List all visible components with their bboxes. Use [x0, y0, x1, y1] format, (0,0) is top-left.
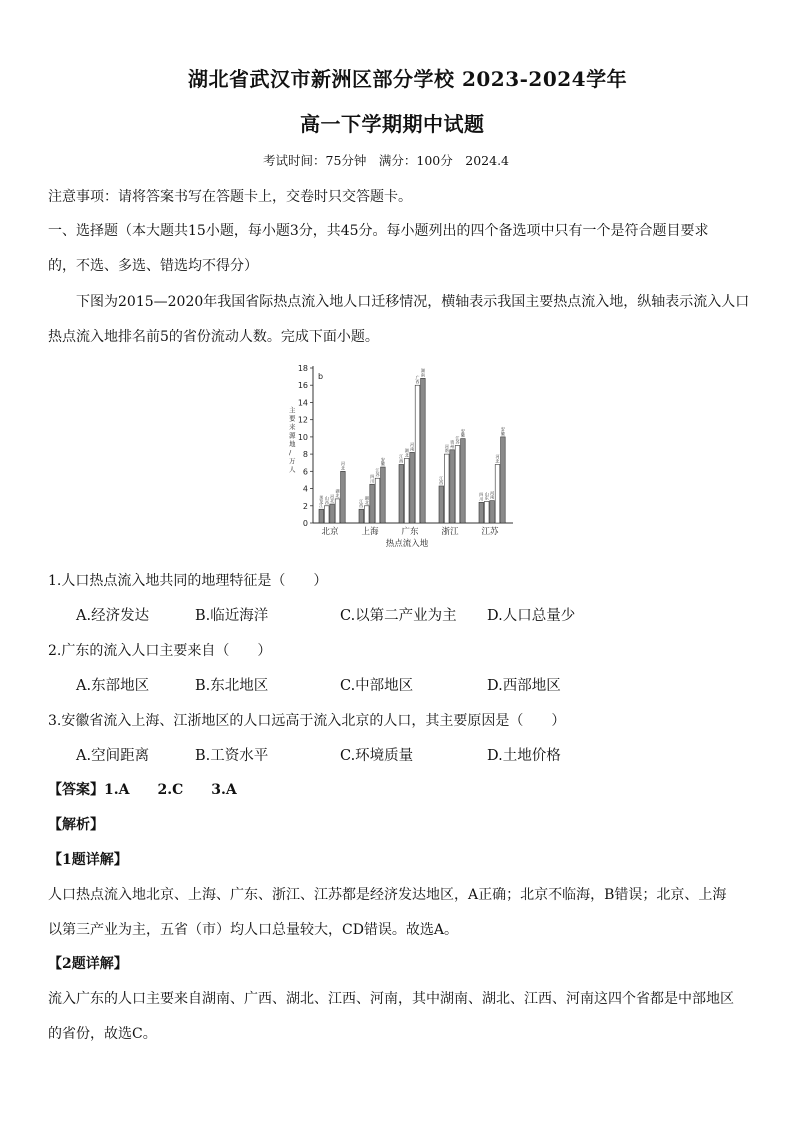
bar-source-label: 山: [324, 495, 329, 501]
question-1-option-a[interactable]: A.经济发达: [76, 608, 150, 624]
bar-source-label: 安: [500, 426, 505, 432]
bar: [479, 502, 484, 523]
bar: [364, 506, 369, 523]
bar-source-label: 江: [375, 468, 380, 474]
bar: [381, 467, 386, 523]
detail-2-heading: 【2题详解】: [48, 956, 128, 972]
y-tick-label: 14: [297, 398, 308, 408]
bar-source-label: 徽: [460, 432, 465, 438]
question-3-option-d[interactable]: D.土地价格: [487, 748, 561, 764]
question-2-stem: 2.广东的流入人口主要来自（ ）: [48, 643, 272, 659]
question-2-option-a[interactable]: A.东部地区: [76, 678, 150, 694]
bar-source-label: 湖: [335, 488, 340, 494]
x-axis-title: 热点流入地: [385, 539, 429, 549]
exam-info: 考试时间：75分钟 满分：100分 2024.4: [263, 153, 510, 168]
bar: [324, 506, 329, 523]
y-tick-label: 18: [297, 364, 308, 373]
bar-source-label: 河: [340, 461, 345, 467]
answer-line: 【答案】1.A 2.C 3.A: [48, 782, 237, 798]
question-1-option-c[interactable]: C.以第二产业为主: [340, 608, 457, 624]
bar-source-label: 江: [439, 475, 444, 481]
question-2-option-b[interactable]: B.东北地区: [195, 678, 269, 694]
intro-line-2: 热点流入地排名前5的省份流动人数。完成下面小题。: [48, 329, 379, 345]
title-line-1: 湖北省武汉市新洲区部分学校 2023-2024学年: [188, 67, 628, 91]
bar: [335, 499, 340, 523]
y-axis-label-char: 来: [289, 423, 296, 431]
bar: [439, 486, 444, 523]
bar-source-label: 徽: [380, 461, 385, 467]
bar-source-label: 湖: [420, 368, 425, 374]
bar: [399, 464, 404, 523]
bar-source-label: 西: [439, 479, 444, 485]
detail-2-line-2: 的省份，故选C。: [48, 1026, 157, 1042]
question-3-stem: 3.安徽省流入上海、江浙地区的人口远高于流入北京的人口，其主要原因是（ ）: [48, 713, 566, 729]
bar-source-label: 贵: [450, 439, 455, 445]
bar-source-label: 北: [330, 498, 335, 504]
bar: [341, 471, 346, 523]
y-tick-label: 2: [302, 501, 308, 511]
x-category-label: 上海: [361, 527, 379, 537]
notice: 注意事项：请将答案书写在答题卡上，交卷时只交答题卡。: [48, 189, 412, 205]
bar: [450, 450, 455, 523]
analysis-heading: 【解析】: [48, 817, 104, 833]
bar-source-label: 河: [444, 443, 449, 449]
bar-source-label: 苏: [375, 472, 380, 478]
title-line-2: 高一下学期期中试题: [300, 112, 485, 136]
migration-bar-chart: [285, 360, 525, 552]
bar: [421, 378, 426, 523]
y-tick-label: 8: [302, 450, 308, 460]
bar-source-label: 北: [340, 465, 345, 471]
y-axis-label-char: 万: [289, 457, 296, 465]
bar-source-label: 江: [399, 454, 404, 460]
x-category-label: 浙江: [441, 527, 459, 537]
bar: [484, 501, 489, 523]
bar-source-label: 南: [444, 448, 449, 454]
bar-source-label: 徽: [500, 430, 505, 436]
bar-source-label: 川: [479, 496, 484, 502]
bar: [330, 504, 335, 523]
bar-source-label: 江: [455, 435, 460, 441]
bar-source-label: 龙: [319, 499, 324, 505]
bar-source-label: 河: [495, 454, 500, 460]
bar-source-label: 西: [415, 379, 420, 385]
x-category-label: 广东: [401, 527, 419, 537]
bar: [359, 509, 364, 523]
bar: [490, 501, 495, 523]
bar-source-label: 安: [380, 456, 385, 462]
y-axis-label-char: 人: [289, 465, 296, 474]
y-axis-label-char: 主: [289, 406, 296, 414]
bar-source-label: 北: [495, 458, 500, 464]
bar-source-label: 江: [319, 503, 324, 509]
bar: [501, 437, 506, 523]
bar: [455, 446, 460, 524]
bar-source-label: 湖: [404, 448, 409, 454]
detail-1-heading: 【1题详解】: [48, 852, 128, 868]
detail-1-line-1: 人口热点流入地北京、上海、广东、浙江、江苏都是经济发达地区，A正确；北京不临海，B错误；北京、上海: [48, 887, 727, 903]
bar-source-label: 西: [359, 503, 364, 509]
y-tick-label: 16: [297, 381, 308, 391]
section-heading-line-2: 的，不选、多选、错选均不得分）: [48, 258, 258, 274]
y-tick-label: 12: [297, 415, 308, 425]
chart-corner-label: b: [318, 372, 324, 381]
y-tick-label: 6: [302, 467, 308, 477]
bar: [404, 458, 409, 523]
y-axis-label-char: 要: [289, 414, 296, 423]
bar-source-label: 四: [479, 492, 484, 498]
question-2-option-c[interactable]: C.中部地区: [340, 678, 414, 694]
bar-source-label: 河: [490, 490, 495, 496]
bar-source-label: 江: [359, 499, 364, 505]
bar-source-label: 河: [330, 493, 335, 499]
bar-source-label: 南: [410, 446, 415, 452]
bar-source-label: 苏: [455, 439, 460, 445]
bar-source-label: 东: [484, 495, 489, 501]
y-axis-label-char: /: [289, 448, 292, 457]
bar: [461, 439, 466, 523]
bar: [415, 385, 420, 523]
intro-line-1: 下图为2015—2020年我国省际热点流入地人口迁移情况，横轴表示我国主要热点流入地，纵轴表示流入人口: [76, 294, 750, 310]
bar-source-label: 北: [364, 499, 369, 505]
y-tick-label: 0: [302, 519, 308, 528]
question-3-option-b[interactable]: B.工资水平: [195, 748, 269, 764]
question-2-option-d[interactable]: D.西部地区: [487, 678, 561, 694]
bar: [410, 452, 415, 523]
bar-source-label: 北: [404, 452, 409, 458]
bar-source-label: 河: [410, 442, 415, 448]
bar-source-label: 山: [484, 491, 489, 497]
bar: [444, 454, 449, 523]
question-3-option-a[interactable]: A.空间距离: [76, 748, 150, 764]
x-category-label: 江苏: [481, 527, 499, 537]
bar-source-label: 州: [450, 443, 455, 449]
bar: [495, 464, 500, 523]
section-heading-line-1: 一、选择题（本大题共15小题，每小题3分，共45分。每小题列出的四个备选项中只有一个是符合题目要求: [48, 223, 709, 239]
question-1-option-b[interactable]: B.临近海洋: [195, 608, 269, 624]
y-tick-label: 10: [297, 432, 308, 442]
x-category-label: 北京: [321, 527, 339, 537]
y-axis-label-char: 源: [289, 431, 296, 440]
bar-source-label: 北: [335, 492, 340, 498]
bar-source-label: 湖: [364, 495, 369, 501]
y-tick-label: 4: [302, 484, 308, 494]
bar-source-label: 四: [370, 474, 375, 480]
detail-1-line-2: 以第三产业为主，五省（市）均人口总量较大，CD错误。故选A。: [48, 922, 459, 938]
detail-2-line-1: 流入广东的人口主要来自湖南、广西、湖北、江西、河南，其中湖南、湖北、江西、河南这四个省都是中部地区: [48, 991, 734, 1007]
bar-source-label: 西: [324, 499, 329, 505]
bar-source-label: 西: [399, 458, 404, 464]
bar-source-label: 南: [490, 494, 495, 500]
question-1-option-d[interactable]: D.人口总量少: [487, 608, 576, 624]
question-1-stem: 1.人口热点流入地共同的地理特征是（ ）: [48, 573, 328, 589]
bar-source-label: 南: [420, 372, 425, 378]
bar-source-label: 黑: [319, 494, 324, 500]
bar: [319, 509, 324, 523]
bar-source-label: 安: [460, 428, 465, 434]
y-axis-label-char: 地: [289, 440, 296, 448]
bar-source-label: 广: [415, 375, 420, 381]
bar: [375, 478, 380, 523]
bar-source-label: 川: [370, 478, 375, 484]
bar: [370, 484, 375, 523]
question-3-option-c[interactable]: C.环境质量: [340, 748, 414, 764]
